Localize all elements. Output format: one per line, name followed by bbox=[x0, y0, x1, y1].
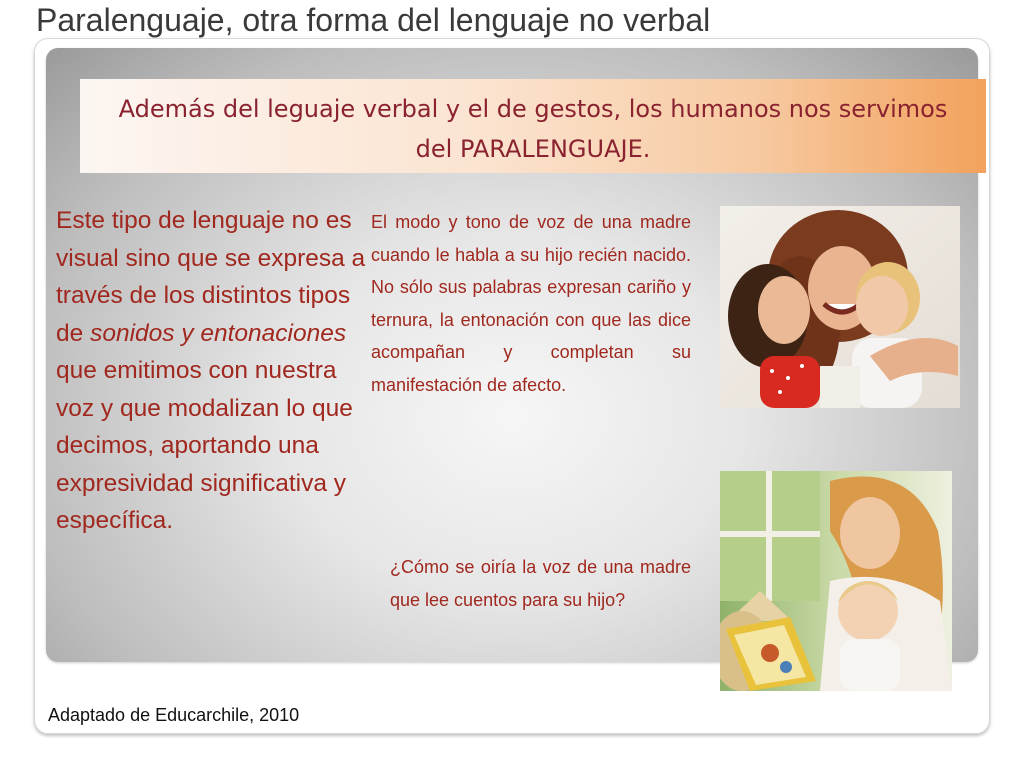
source-credit: Adaptado de Educarchile, 2010 bbox=[48, 705, 300, 725]
description-emphasis: sonidos y entonaciones bbox=[90, 319, 347, 347]
mother-kissed-by-children-photo bbox=[720, 206, 960, 408]
paralenguaje-description bbox=[56, 202, 366, 540]
slide-title: Paralenguaje, otra forma del lenguaje no verbal bbox=[36, 2, 711, 38]
description-text-part2: que emitimos con nuestra voz y que modalizan lo que decimos, aportando una expresividad significativa y específica. bbox=[56, 357, 353, 534]
description-text-part1: Este tipo de lenguaje no es visual sino que se expresa a través de los distintos tipos de bbox=[56, 207, 366, 347]
intro-banner: Además del leguaje verbal y el de gestos, los humanos nos servimos del PARALENGUAJE. bbox=[80, 79, 986, 173]
mother-voice-example: El modo y tono de voz de una madre cuando le habla a su hijo recién nacido. No sólo sus palabras expresan cariño y ternura, la entonación con que las dice acompañan y completan su manifestación de afecto. bbox=[371, 212, 691, 395]
mother-reading-to-baby-photo bbox=[720, 471, 952, 691]
reflection-question: ¿Cómo se oiría la voz de una madre que lee cuentos para su hijo? bbox=[390, 557, 691, 610]
